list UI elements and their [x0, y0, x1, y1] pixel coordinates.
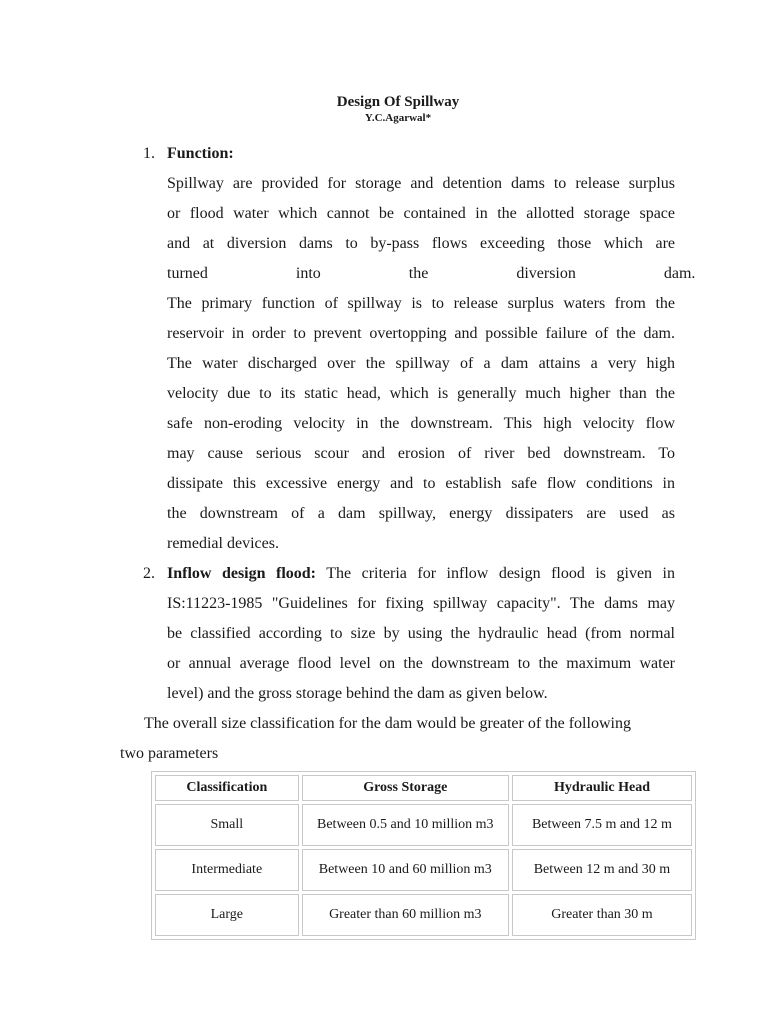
table-cell: Between 7.5 m and 12 m	[512, 804, 692, 846]
text-line: and at diversion dams to by-pass flows exceeding those which are	[167, 235, 675, 252]
closing-paragraph-line: The overall size classification for the dam would be greater of the following	[144, 715, 631, 732]
document-author: Y.C.Agarwal*	[364, 112, 432, 124]
table-cell: Greater than 60 million m3	[302, 894, 509, 936]
text-line: reservoir in order to prevent overtopping and possible failure of the dam.	[167, 325, 675, 342]
text-line: The primary function of spillway is to release surplus waters from the	[167, 295, 675, 312]
text-line: velocity due to its static head, which is generally much higher than the	[167, 385, 675, 402]
table-cell: Intermediate	[155, 849, 299, 891]
text-line: safe non-eroding velocity in the downstream. This high velocity flow	[167, 415, 675, 432]
column-header: Hydraulic Head	[512, 775, 692, 801]
section-function	[167, 139, 696, 559]
section-heading: Inflow design flood:	[167, 565, 317, 582]
text-line: be classified according to size by using the hydraulic head (from normal	[167, 625, 675, 642]
section-inflow-design-flood	[167, 559, 675, 709]
table-cell: Large	[155, 894, 299, 936]
table-row	[155, 849, 692, 891]
section-number: 1.	[143, 145, 155, 162]
table-cell: Small	[155, 804, 299, 846]
text-line: The water discharged over the spillway of a dam attains a very high	[167, 355, 675, 372]
text-line: IS:11223-1985 "Guidelines for fixing spillway capacity". The dams may	[167, 595, 675, 612]
text-line: the downstream of a dam spillway, energy dissipaters are used as	[167, 505, 675, 522]
text-line: remedial devices.	[167, 535, 279, 552]
text-line	[167, 559, 675, 589]
table-header-row	[155, 775, 692, 801]
column-header: Gross Storage	[302, 775, 509, 801]
closing-paragraph-line: two parameters	[120, 745, 219, 762]
text-line: or flood water which cannot be contained in the allotted storage space	[167, 205, 675, 222]
column-header: Classification	[155, 775, 299, 801]
section-number: 2.	[143, 565, 155, 582]
text-line: or annual average flood level on the downstream to the maximum water	[167, 655, 675, 672]
table-row	[155, 894, 692, 936]
document-title: Design Of Spillway	[336, 94, 460, 110]
text-line: may cause serious scour and erosion of river bed downstream. To	[167, 445, 675, 462]
section-heading: Function:	[167, 145, 234, 162]
text-line: turned into the diversion dam.	[167, 265, 696, 282]
text-line: level) and the gross storage behind the dam as given below.	[167, 685, 548, 702]
text-fragment: The criteria for inflow design flood is given in	[326, 565, 676, 582]
text-line: dissipate this excessive energy and to establish safe flow conditions in	[167, 475, 675, 492]
text-line: Spillway are provided for storage and detention dams to release surplus	[167, 175, 675, 192]
size-classification-table	[151, 771, 696, 940]
table-cell: Between 0.5 and 10 million m3	[302, 804, 509, 846]
table-row	[155, 804, 692, 846]
table-cell: Between 12 m and 30 m	[512, 849, 692, 891]
table-cell: Between 10 and 60 million m3	[302, 849, 509, 891]
table-cell: Greater than 30 m	[512, 894, 692, 936]
